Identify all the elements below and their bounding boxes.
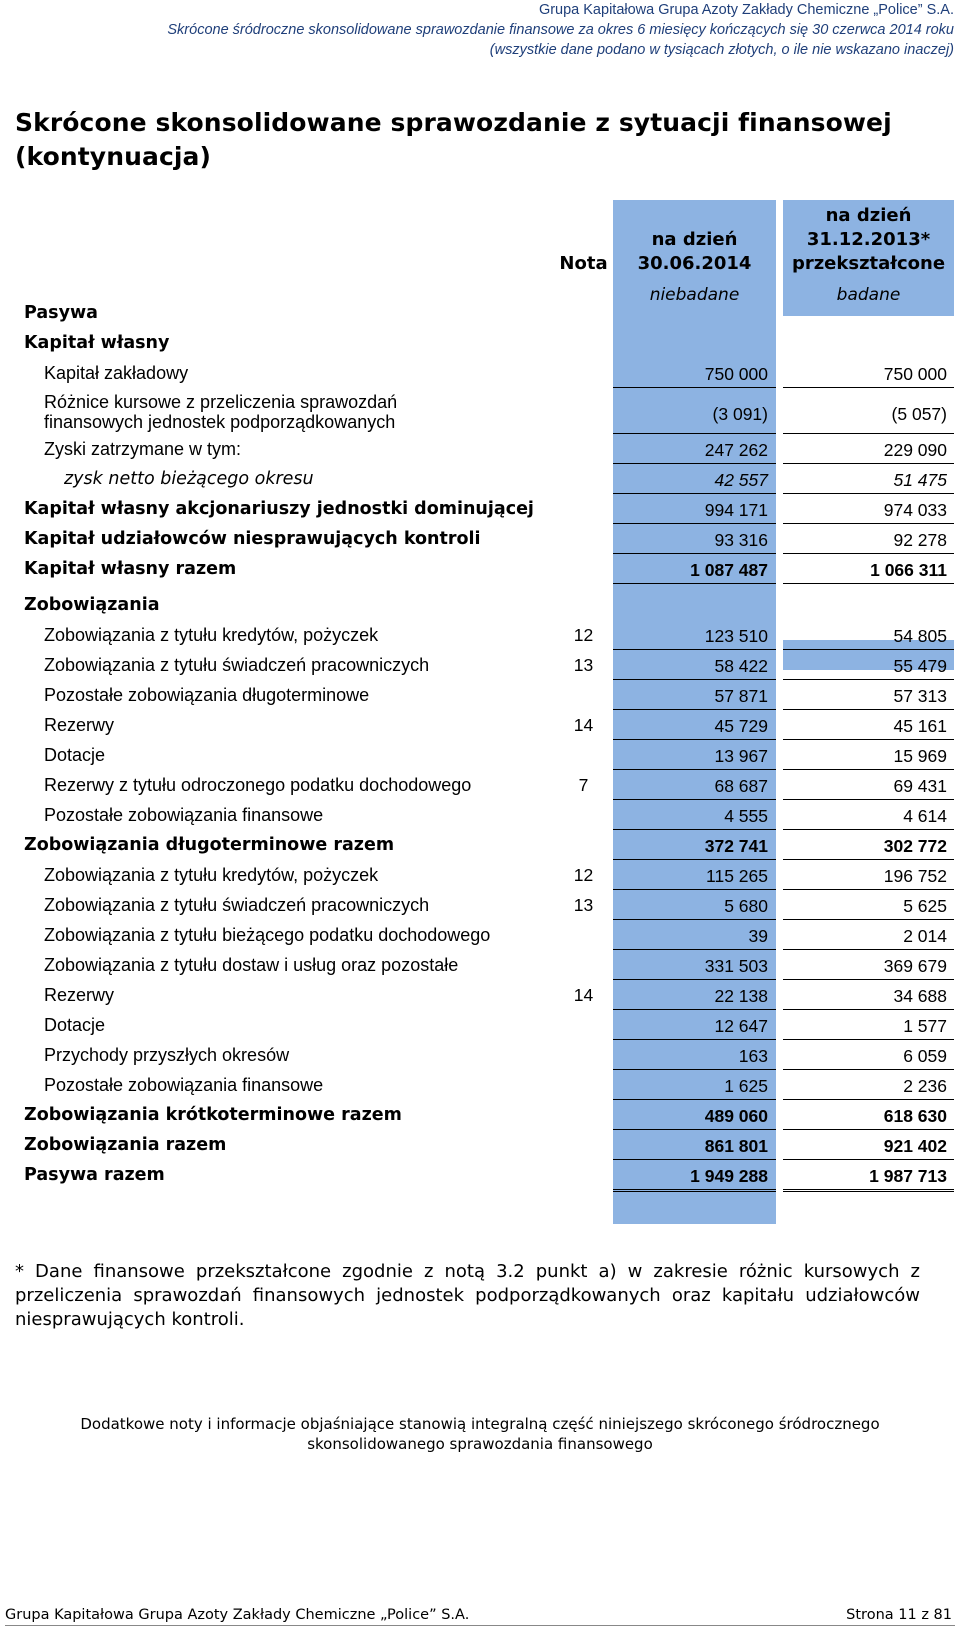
table-row: [0, 494, 960, 524]
table-row: [0, 1160, 960, 1190]
value-current: 22 138: [714, 986, 768, 1006]
value-prior: 5 625: [903, 896, 947, 916]
row-label: Pozostałe zobowiązania finansowe: [44, 1075, 324, 1095]
row-label: Rezerwy: [44, 985, 115, 1005]
row-label: Zobowiązania krótkoterminowe razem: [24, 1105, 402, 1125]
cell-rule: [783, 583, 954, 584]
value-current: 994 171: [704, 500, 768, 520]
value-prior: 1 577: [903, 1016, 947, 1036]
table-row: [0, 1130, 960, 1160]
value-prior: 2 014: [903, 926, 947, 946]
row-label: Zobowiązania z tytułu bieżącego podatku dochodowego: [44, 925, 491, 945]
table-row: [0, 830, 960, 860]
row-label: Kapitał udziałowców niesprawujących kontroli: [24, 529, 481, 549]
row-label: Zobowiązania z tytułu kredytów, pożyczek: [44, 625, 379, 645]
cell-rule: [613, 583, 776, 584]
table-row: [0, 590, 960, 620]
row-label: Pasywa razem: [24, 1165, 165, 1185]
page-title: Skrócone skonsolidowane sprawozdanie z sytuacji finansowej (kontynuacja): [15, 108, 892, 171]
value-current: 12 647: [714, 1016, 768, 1036]
value-prior: 1 066 311: [870, 560, 947, 580]
table-row: [0, 1040, 960, 1070]
value-current: 115 265: [706, 866, 768, 886]
table-row: [0, 1100, 960, 1130]
row-label: zysk netto bieżącego okresu: [64, 469, 314, 489]
column-subheader-prior: badane: [836, 285, 901, 305]
row-label-continued: finansowych jednostek podporządkowanych: [44, 412, 396, 432]
row-label: Kapitał własny razem: [24, 559, 237, 579]
row-label: Zobowiązania z tytułu kredytów, pożyczek: [44, 865, 379, 885]
row-note-ref: 14: [573, 985, 594, 1005]
row-label: Rezerwy: [44, 715, 115, 735]
value-prior: 4 614: [903, 806, 947, 826]
value-prior: 302 772: [883, 836, 947, 856]
value-current: 123 510: [704, 626, 768, 646]
value-current: 5 680: [724, 896, 768, 916]
value-current: 1 625: [724, 1076, 768, 1096]
value-prior: 974 033: [883, 500, 947, 520]
value-current: 1 087 487: [690, 560, 768, 580]
value-prior: 69 431: [893, 776, 947, 796]
value-prior: 618 630: [883, 1106, 947, 1126]
value-current: 372 741: [704, 836, 768, 856]
row-label: Kapitał własny akcjonariuszy jednostki dominującej: [24, 499, 534, 519]
row-label: Zobowiązania z tytułu dostaw i usług oraz pozostałe: [44, 955, 459, 975]
row-note-ref: 14: [573, 715, 594, 735]
row-note-ref: 13: [573, 655, 594, 675]
row-label: Zobowiązania długoterminowe razem: [24, 835, 395, 855]
value-prior: 196 752: [883, 866, 947, 886]
header-units: (wszystkie dane podano w tysiącach złotych, o ile nie wskazano inaczej): [489, 42, 954, 58]
row-label: Pozostałe zobowiązania długoterminowe: [44, 685, 370, 705]
table-row: [0, 920, 960, 950]
value-current: 1 949 288: [690, 1166, 768, 1186]
value-prior: 92 278: [893, 530, 947, 550]
footer-company: Grupa Kapitałowa Grupa Azoty Zakłady Chemiczne „Police” S.A.: [5, 1607, 470, 1623]
table-row: [0, 1010, 960, 1040]
table-row: [0, 860, 960, 890]
row-label: Pasywa: [24, 303, 98, 323]
row-label: Pozostałe zobowiązania finansowe: [44, 805, 324, 825]
value-current: 42 557: [714, 470, 768, 490]
value-prior: 34 688: [893, 986, 947, 1006]
row-label: Kapitał własny: [24, 333, 170, 353]
row-label: Zyski zatrzymane w tym:: [44, 439, 242, 459]
value-current: 331 503: [704, 956, 768, 976]
value-current: 58 422: [714, 656, 768, 676]
table-row: [0, 524, 960, 554]
value-current: 68 687: [714, 776, 768, 796]
value-current: 45 729: [714, 716, 768, 736]
table-row: [0, 554, 960, 584]
value-current: 163: [738, 1046, 768, 1066]
value-prior: (5 057): [891, 404, 947, 424]
value-current: 247 262: [704, 440, 768, 460]
row-note-ref: 12: [573, 865, 594, 885]
value-current: 13 967: [714, 746, 768, 766]
column-subheader-current: niebadane: [649, 285, 740, 305]
table-row: [0, 434, 960, 464]
row-label: Przychody przyszłych okresów: [44, 1045, 290, 1065]
cell-rule: [613, 1189, 776, 1192]
value-prior: 51 475: [893, 470, 947, 490]
table-row: [0, 890, 960, 920]
table-row: [0, 620, 960, 650]
row-label: Różnice kursowe z przeliczenia sprawozdań: [44, 392, 398, 412]
row-label: Zobowiązania: [24, 595, 160, 615]
value-prior: 54 805: [893, 626, 947, 646]
column-header-prior: na dzień 31.12.2013* przekształcone: [791, 205, 946, 274]
table-row: [0, 740, 960, 770]
table-row: [0, 950, 960, 980]
row-note-ref: 12: [573, 625, 594, 645]
column-header-current: na dzień 30.06.2014: [637, 229, 752, 274]
table-row: [0, 464, 960, 494]
value-prior: 15 969: [893, 746, 947, 766]
table-row: [0, 980, 960, 1010]
value-current: 861 801: [704, 1136, 768, 1156]
value-prior: 6 059: [903, 1046, 947, 1066]
value-current: 750 000: [704, 364, 768, 384]
table-row: [0, 800, 960, 830]
value-prior: 921 402: [883, 1136, 947, 1156]
table-row: [0, 387, 960, 432]
row-label: Rezerwy z tytułu odroczonego podatku dochodowego: [44, 775, 472, 795]
row-label: Zobowiązania razem: [24, 1135, 227, 1155]
table-row: [0, 710, 960, 740]
value-prior: 2 236: [903, 1076, 947, 1096]
value-prior: 55 479: [893, 656, 947, 676]
value-prior: 45 161: [893, 716, 947, 736]
footer-divider: [5, 1625, 955, 1626]
footnote: * Dane finansowe przekształcone zgodnie z notą 3.2 punkt a) w zakresie różnic kursowych z przeliczenia sprawozdań finansowych jednostek podporządkowanych oraz kapitału udziałowców niesprawujących kontroli.: [15, 1261, 920, 1330]
value-prior: 57 313: [893, 686, 947, 706]
table-row: [0, 650, 960, 680]
nota-column-header: Nota: [559, 253, 608, 274]
table-row: [0, 1070, 960, 1100]
row-note-ref: 13: [573, 895, 594, 915]
header-period: Skrócone śródroczne skonsolidowane sprawozdanie finansowe za okres 6 miesięcy kończących się 30 czerwca 2014 roku: [167, 22, 954, 38]
row-label: Zobowiązania z tytułu świadczeń pracowniczych: [44, 895, 430, 915]
value-current: 39: [748, 926, 768, 946]
table-row: [0, 680, 960, 710]
value-prior: 369 679: [883, 956, 947, 976]
value-prior: 750 000: [883, 364, 947, 384]
bottom-note: Dodatkowe noty i informacje objaśniające stanowią integralną część niniejszego skróconego śródrocznego skonsolidowanego sprawozdania finansowego: [80, 1415, 880, 1453]
header-company: Grupa Kapitałowa Grupa Azoty Zakłady Chemiczne „Police” S.A.: [538, 2, 954, 18]
row-label: Dotacje: [44, 1015, 106, 1035]
table-row: [0, 298, 960, 328]
table-row: [0, 358, 960, 388]
value-prior: 1 987 713: [869, 1166, 947, 1186]
cell-rule: [783, 1189, 954, 1192]
table-row: [0, 770, 960, 800]
value-current: 93 316: [714, 530, 768, 550]
value-prior: 229 090: [883, 440, 947, 460]
value-current: 489 060: [704, 1106, 768, 1126]
value-current: 57 871: [714, 686, 768, 706]
row-label: Kapitał zakładowy: [44, 363, 189, 383]
row-label: Dotacje: [44, 745, 106, 765]
table-row: [0, 328, 960, 358]
page-number: Strona 11 z 81: [846, 1607, 952, 1623]
row-note-ref: 7: [578, 775, 589, 795]
value-current: 4 555: [724, 806, 768, 826]
row-label: Zobowiązania z tytułu świadczeń pracowniczych: [44, 655, 430, 675]
value-current: (3 091): [712, 404, 768, 424]
